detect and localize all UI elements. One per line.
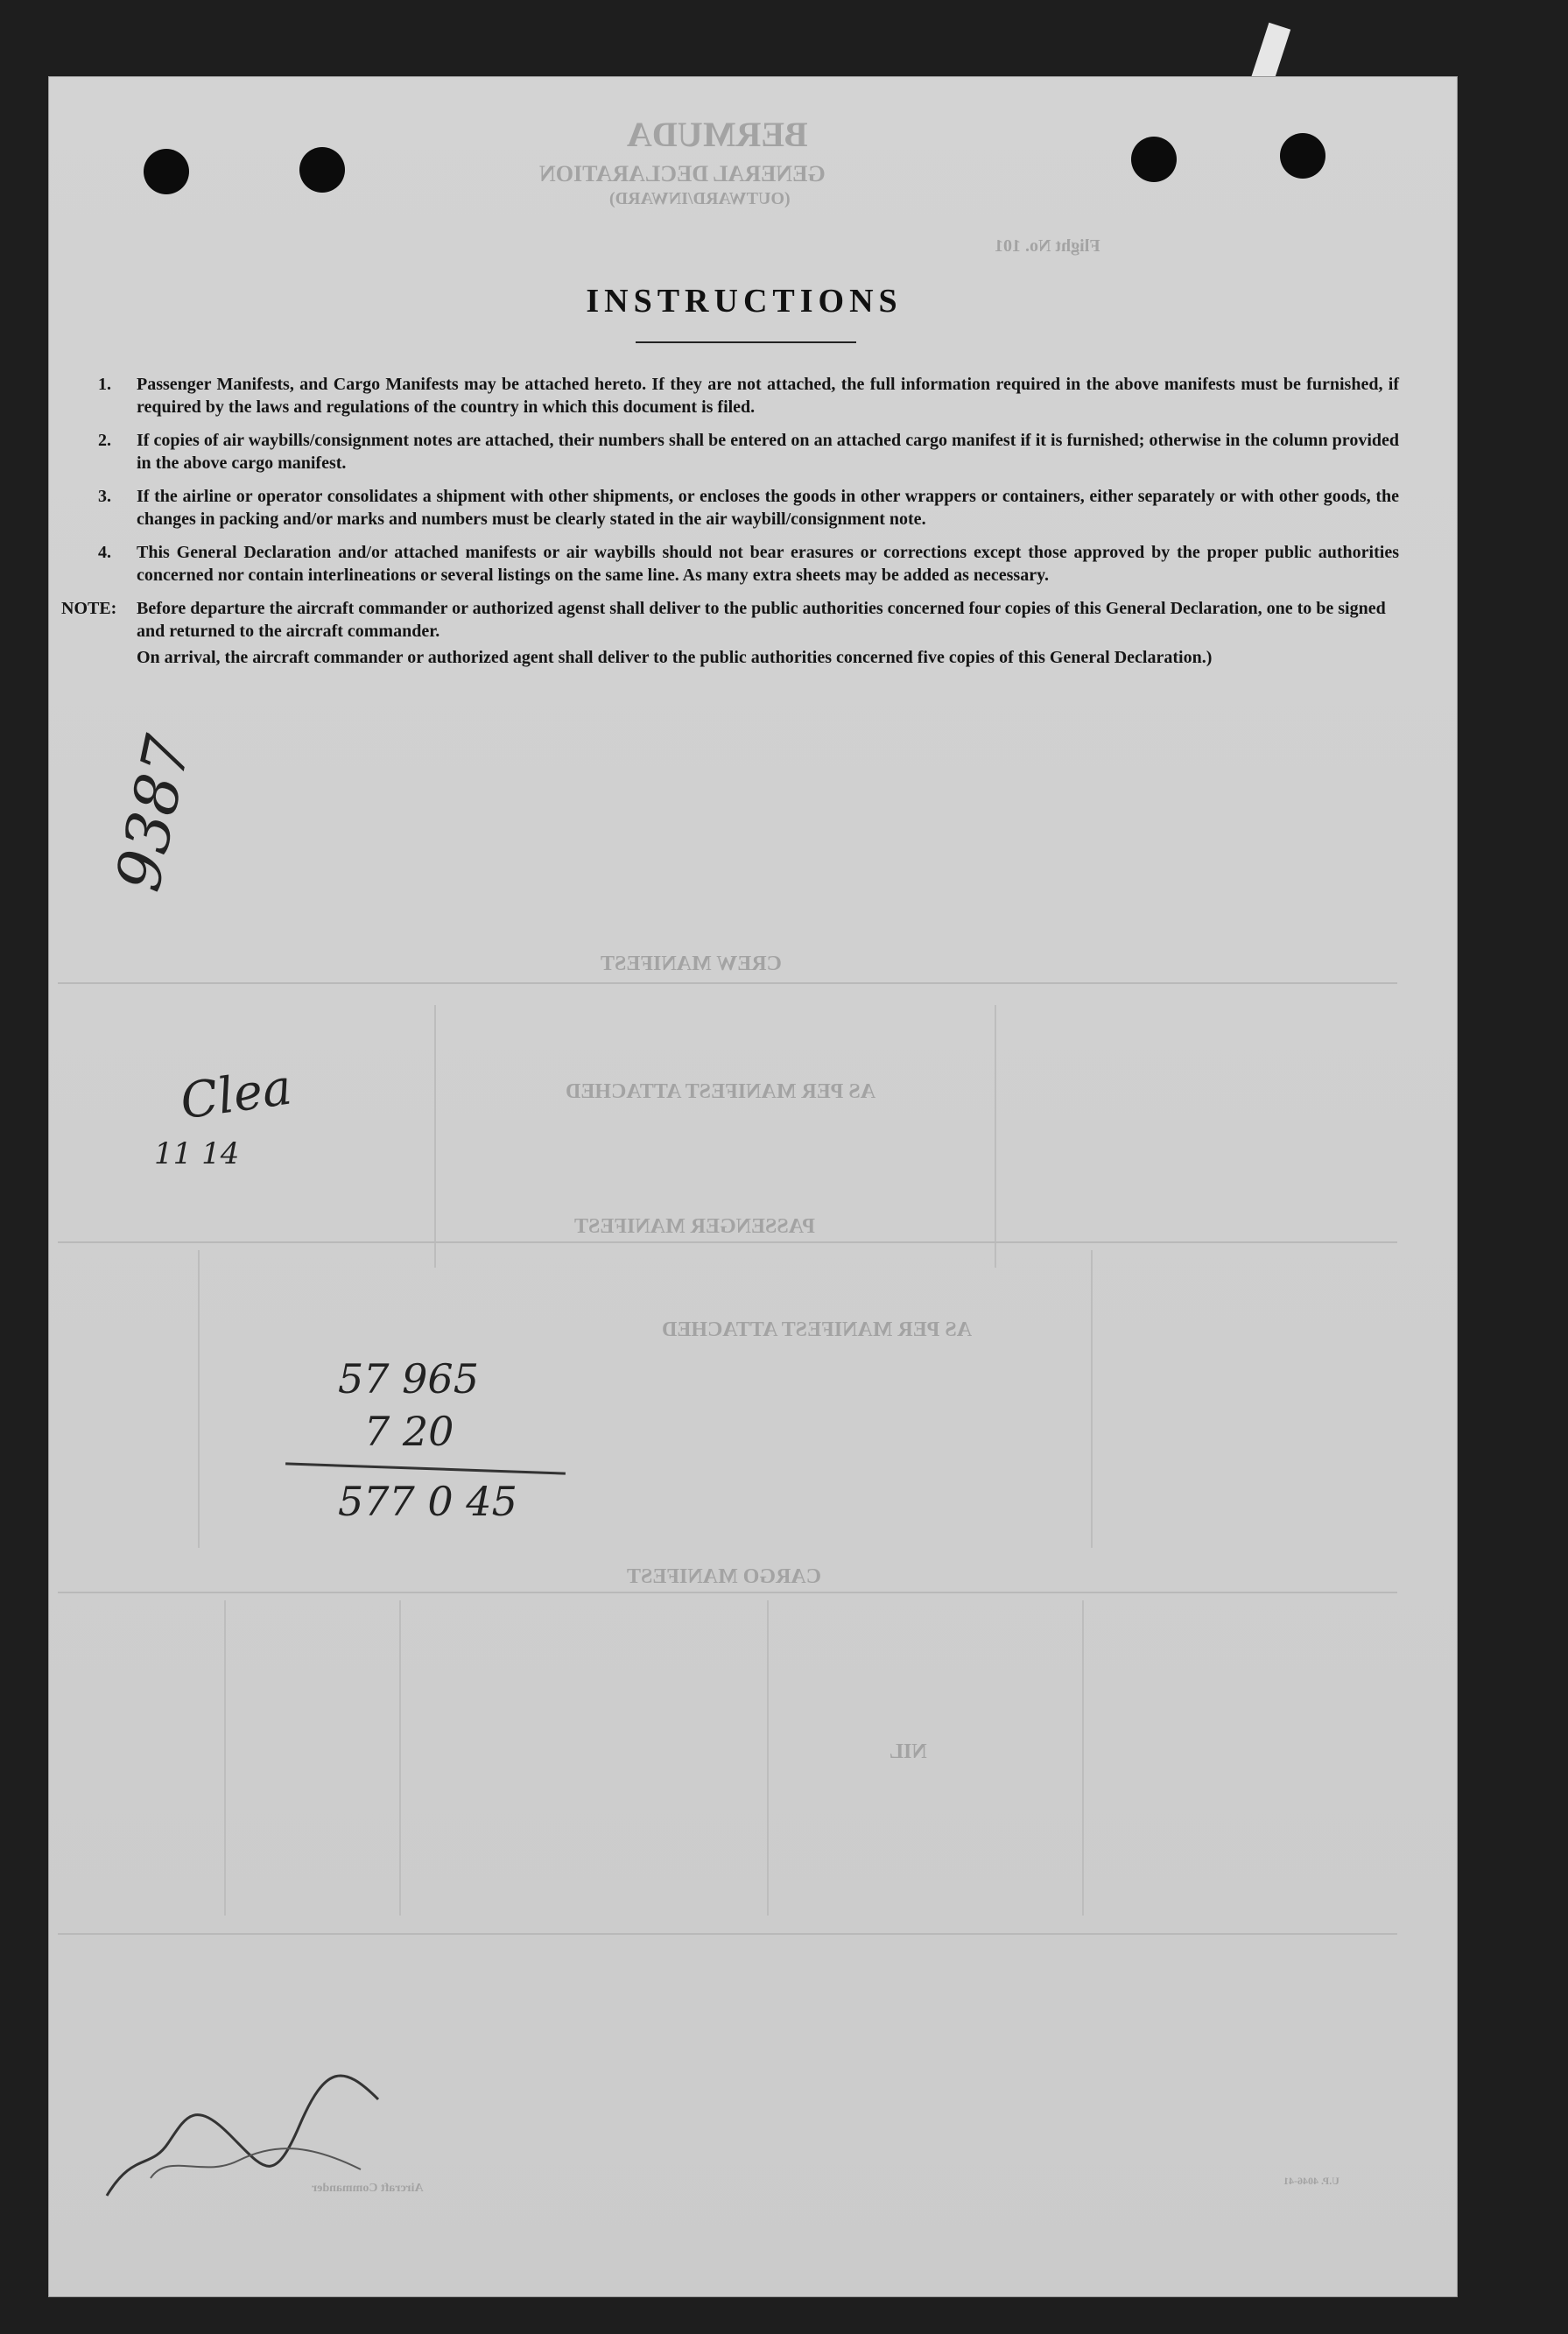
punch-hole-3 [1131, 137, 1177, 182]
ghost-passenger-attached: AS PER MANIFEST ATTACHED [662, 1318, 973, 1341]
instruction-number: 2. [98, 431, 111, 450]
instruction-item [98, 541, 1399, 587]
ghost-cargo-manifest: CARGO MANIFEST [627, 1565, 822, 1588]
title-underline [636, 341, 856, 343]
handwritten-mark: 11 14 [154, 1136, 240, 1171]
ghost-column [198, 1250, 200, 1548]
punch-hole-1 [144, 149, 189, 194]
instruction-item [98, 429, 1399, 475]
ghost-column [1082, 1600, 1084, 1916]
instruction-number: 1. [98, 375, 111, 394]
note-paragraph-2: On arrival, the aircraft commander or authorized agent shall deliver to the public authorities concerned five copies of this General Declaration.) [137, 648, 1213, 667]
handwritten-mark: Clea [177, 1058, 296, 1131]
instruction-text: If the airline or operator consolidates a shipment with other shipments, or encloses the goods in other wrappers or containers, either separately or with other goods, the changes in packing and/or marks and numbers must be clearly stated in the air waybill/consignment note. [137, 487, 1399, 529]
instruction-text: Passenger Manifests, and Cargo Manifests may be attached hereto. If they are not attached, the full information required in the above manifests must be furnished, if required by the laws and regulations of the country in which this document is filed. [137, 375, 1399, 417]
ghost-crew-attached: AS PER MANIFEST ATTACHED [566, 1080, 876, 1103]
ghost-column [434, 1005, 436, 1268]
note-paragraph-1: Before departure the aircraft commander or authorized agenst shall deliver to the public authorities concerned four copies of this General Declaration, one to be signed and returned to the aircraft commander. [137, 599, 1386, 641]
ghost-aircraft-commander: Aircraft Commander [312, 2182, 424, 2195]
ghost-header-outward: (OUTWARD/INWARD) [609, 189, 791, 208]
ghost-column [767, 1600, 769, 1916]
ghost-rule [58, 1592, 1397, 1593]
handwritten-sum: 577 0 45 [338, 1478, 517, 1525]
punch-hole-2 [299, 147, 345, 193]
ghost-passenger-manifest: PASSENGER MANIFEST [574, 1215, 815, 1238]
instruction-text: This General Declaration and/or attached manifests or air waybills should not bear erasures or corrections except those approved by the proper public authorities concerned nor contain interlineations or several listings on the same line. As many extra sheets may be added as necessary. [137, 543, 1399, 585]
ghost-rule [58, 1933, 1397, 1935]
ghost-header-general-declaration: GENERAL DECLARATION [539, 161, 826, 186]
note-text [137, 597, 1399, 669]
ghost-column [1091, 1250, 1093, 1548]
ghost-crew-manifest: CREW MANIFEST [601, 953, 782, 975]
ghost-rule [58, 1241, 1397, 1243]
ghost-header-bermuda: BERMUDA [627, 115, 808, 154]
document-page [49, 77, 1457, 2296]
handwritten-mark: 9387 [102, 729, 205, 897]
ghost-column [224, 1600, 226, 1916]
note-block [61, 597, 1399, 669]
handwritten-sum-rule [285, 1462, 566, 1474]
instruction-number: 4. [98, 543, 111, 562]
ghost-flight-no: Flight No. 101 [995, 236, 1100, 256]
handwritten-sum: 57 965 [338, 1355, 479, 1403]
ghost-column [399, 1600, 401, 1916]
instruction-item [98, 373, 1399, 418]
instruction-item [98, 485, 1399, 531]
instructions-title: INSTRUCTIONS [586, 283, 903, 320]
ghost-rule [58, 982, 1397, 984]
ghost-form-number: U.P. 4046-41 [1283, 2175, 1339, 2187]
instruction-number: 3. [98, 487, 111, 506]
instruction-text: If copies of air waybills/consignment notes are attached, their numbers shall be entered on an attached cargo manifest if it is furnished; otherwise in the column provided in the above cargo manifest. [137, 431, 1399, 473]
instructions-list [61, 373, 1399, 669]
signature [98, 2047, 396, 2204]
handwritten-sum: 7 20 [364, 1408, 454, 1455]
punch-hole-4 [1280, 133, 1325, 179]
ghost-column [995, 1005, 996, 1268]
ghost-cargo-nil: NIL [889, 1740, 927, 1763]
note-label: NOTE: [61, 599, 117, 618]
